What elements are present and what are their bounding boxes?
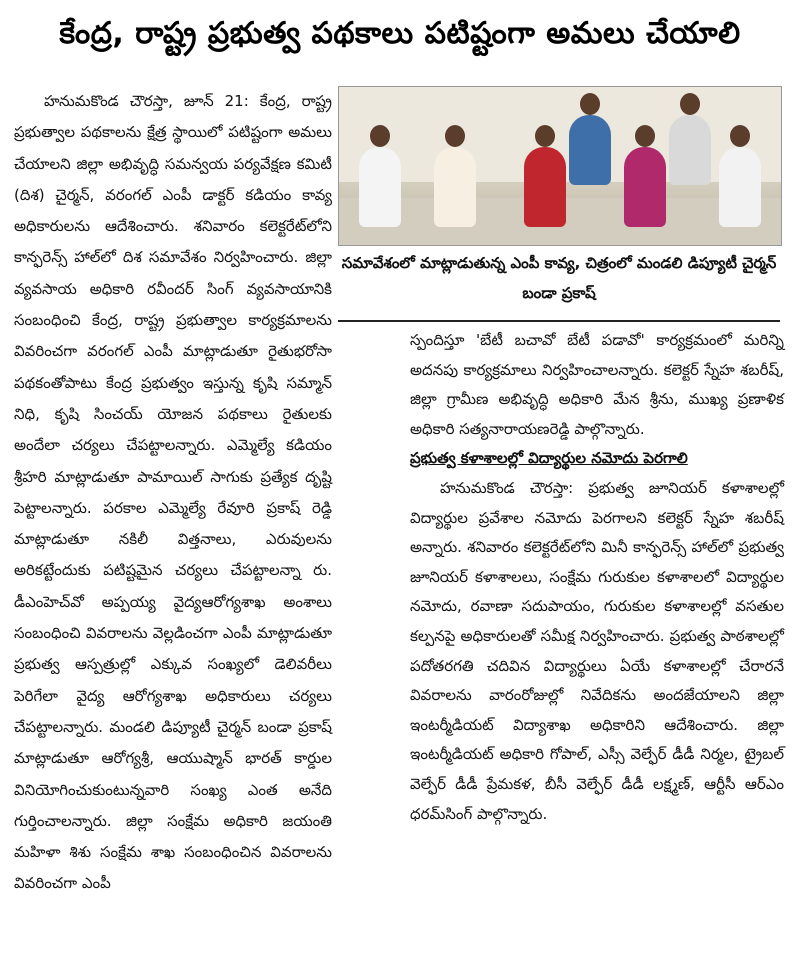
photo-person: [669, 115, 711, 185]
photo-person: [719, 147, 761, 227]
story-right-column: [410, 326, 784, 974]
photo-person: [359, 147, 401, 227]
caption-divider: [338, 320, 780, 322]
photo-person: [624, 147, 666, 227]
photo-person: [524, 147, 566, 227]
headline: కేంద్ర, రాష్ట్ర ప్రభుత్వ పథకాలు పటిష్టంగా అమలు చేయాలి: [59, 16, 741, 51]
photo-person: [569, 115, 611, 185]
news-photo: [338, 86, 782, 246]
photo-caption: సమావేశంలో మాట్లాడుతున్న ఎంపీ కావ్య, చిత్రంలో మండలి డిప్యూటీ చైర్మన్ బండా ప్రకాష్: [341, 254, 777, 302]
story2-body: హనుమకొండ చౌరస్తా: ప్రభుత్వ జూనియర్ కళాశాలల్లో విద్యార్థుల ప్రవేశాల నమోదు పెరగాలని కలెక్టర్ స్నేహ శబరీష్ అన్నారు. శనివారం కలెక్టరేట్‌లోని మినీ కాన్ఫరెన్స్ హాల్‌లో ప్రభుత్వ జూనియర్ కళాశాలలు, సంక్షేమ గురుకుల కళాశాలలో విద్యార్థుల నమోదు, రవాణా సదుపాయం, గురుకుల కళాశాలల్లో వసతుల కల్పనపై అధికారులతో సమీక్ష నిర్వహించారు. ప్రభుత్వ పాఠశాలల్లో పదోతరగతి చదివిన విద్యార్థులు ఏయే కళాశాలల్లో చేరారనే వివరాలను వారంరోజుల్లో నివేదికను అందజేయాలని జిల్లా ఇంటర్మీడియట్ విద్యాశాఖ అధికారిని ఆదేశించారు. జిల్లా ఇంటర్మీడియట్ అధికారి గోపాల్, ఎస్సీ వెల్ఫేర్ డీడీ నిర్మల, ట్రైబల్ వెల్ఫేర్ డీడీ ప్రేమకళ, బీసీ వెల్ఫేర్ డీడీ లక్ష్మణ్, ఆర్టీసీ ఆర్ఎం ధరమ్‌సింగ్ పాల్గొన్నారు.: [410, 478, 784, 823]
story-left-column: [14, 86, 332, 974]
story1-body-right: స్పందిస్తూ 'బేటీ బచావో బేటీ పడావో' కార్యక్రమంలో మరిన్ని అదనపు కార్యక్రమాలు నిర్వహించాలన్నారు. కలెక్టర్ స్నేహ శబరీష్, జిల్లా గ్రామీణ అభివృద్ధి అధికారి మేన శ్రీను, ముఖ్య ప్రణాళిక అధికారి సత్యనారాయణరెడ్డి పాల్గొన్నారు.: [410, 331, 784, 438]
story2-heading: ప్రభుత్వ కళాశాలల్లో విద్యార్థుల నమోదు పెరగాలి: [410, 449, 688, 468]
story1-body-left: హనుమకొండ చౌరస్తా, జూన్ 21: కేంద్ర, రాష్ట్ర ప్రభుత్వాల పథకాలను క్షేత్ర స్థాయిలో పటిష్టంగా అమలు చేయాలని జిల్లా అభివృద్ధి సమన్వయ పర్యవేక్షణ కమిటీ (దిశ) చైర్మన్, వరంగల్ ఎంపీ డాక్టర్ కడియం కావ్య అధికారులను ఆదేశించారు. శనివారం కలెక్టరేట్‌లోని కాన్ఫరెన్స్ హాల్‌లో దిశ సమావేశం నిర్వహించారు. జిల్లా వ్యవసాయ అధికారి రవీందర్ సింగ్ వ్యవసాయానికి సంబంధించి కేంద్ర, రాష్ట్ర ప్రభుత్వాల కార్యక్రమాలను వివరించగా వరంగల్ ఎంపీ మాట్లాడుతూ రైతుభరోసా పథకంతోపాటు కేంద్ర ప్రభుత్వం ఇస్తున్న కృషి సమ్మాన్ నిధి, కృషి సించయ్ యోజన పథకాలు రైతులకు అందేలా చర్యలు చేపట్టాలన్నారు. ఎమ్మెల్యే కడియం శ్రీహరి మాట్లాడుతూ పామాయిల్ సాగుకు ప్రత్యేక దృష్టి పెట్టాలన్నారు. పరకాల ఎమ్మెల్యే రేవూరి ప్రకాష్ రెడ్డి మాట్లాడుతూ నకిలీ విత్తనాలు, ఎరువులను అరికట్టేందుకు పటిష్టమైన చర్యలు చేపట్టాలన్నా రు. డీఎంహెచ్‌వో అప్పయ్య వైద్యఆరోగ్యశాఖ అంశాలు సంబంధించి వివరాలను వెల్లడించగా ఎంపీ మాట్లాడుతూ ప్రభుత్వ ఆస్పత్రుల్లో ఎక్కువ సంఖ్యలో డెలివరీలు పెరిగేలా వైద్య ఆరోగ్యశాఖ అధికారులు చర్యలు చేపట్టాలన్నారు. మండలి డిప్యూటీ చైర్మన్ బండా ప్రకాష్ మాట్లాడుతూ ఆరోగ్యశ్రీ, ఆయుష్మాన్ భారత్ కార్డుల వినియోగించుకుంటున్నవారి సంఖ్య ఎంత అనేది గుర్తించాలన్నారు. జిల్లా సంక్షేమ అధికారి జయంతి మహిళా శిశు సంక్షేమ శాఖ సంబంధించిన వివరాలను వివరించగా ఎంపీ: [14, 92, 332, 893]
photo-person: [434, 147, 476, 227]
